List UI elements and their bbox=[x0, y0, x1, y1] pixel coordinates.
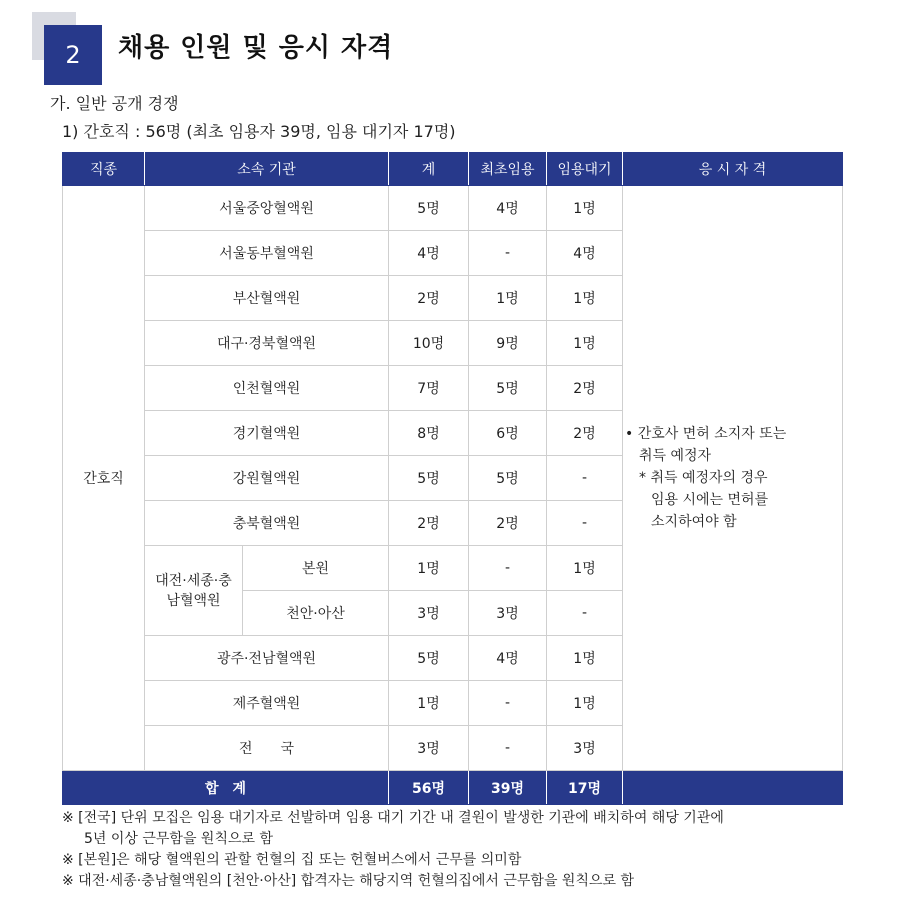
first-cell: 6명 bbox=[469, 411, 547, 456]
total-cell: 3명 bbox=[389, 726, 469, 771]
qualification-line: 취득 예정자 bbox=[639, 448, 712, 464]
total-cell: 5명 bbox=[389, 186, 469, 231]
first-cell: 3명 bbox=[469, 591, 547, 636]
table-header-row bbox=[63, 153, 843, 186]
org-group-cell: 대전·세종·충남혈액원 bbox=[145, 546, 243, 636]
wait-cell: - bbox=[547, 591, 623, 636]
first-cell: - bbox=[469, 681, 547, 726]
org-cell: 서울동부혈액원 bbox=[145, 231, 389, 276]
wait-cell: 2명 bbox=[547, 366, 623, 411]
first-cell: 9명 bbox=[469, 321, 547, 366]
wait-cell: - bbox=[547, 456, 623, 501]
org-cell: 서울중앙혈액원 bbox=[145, 186, 389, 231]
header-total: 계 bbox=[389, 153, 469, 186]
org-cell: 전 국 bbox=[145, 726, 389, 771]
wait-cell: 1명 bbox=[547, 186, 623, 231]
first-cell: - bbox=[469, 231, 547, 276]
org-cell: 광주·전남혈액원 bbox=[145, 636, 389, 681]
total-cell: 8명 bbox=[389, 411, 469, 456]
org-cell: 인천혈액원 bbox=[145, 366, 389, 411]
org-cell: 대구·경북혈액원 bbox=[145, 321, 389, 366]
qualification-line: * 취득 예정자의 경우 bbox=[639, 470, 768, 486]
org-cell: 경기혈액원 bbox=[145, 411, 389, 456]
total-cell: 5명 bbox=[389, 636, 469, 681]
section-title: 채용 인원 및 응시 자격 bbox=[118, 33, 394, 63]
wait-cell: 1명 bbox=[547, 681, 623, 726]
grand-wait: 17명 bbox=[547, 771, 623, 805]
total-cell: 1명 bbox=[389, 546, 469, 591]
qualification-cell bbox=[623, 186, 843, 771]
total-cell: 4명 bbox=[389, 231, 469, 276]
first-cell: 1명 bbox=[469, 276, 547, 321]
wait-cell: 4명 bbox=[547, 231, 623, 276]
header-wait: 임용대기 bbox=[547, 153, 623, 186]
qualification-line: 소지하여야 함 bbox=[651, 514, 737, 530]
wait-cell: 3명 bbox=[547, 726, 623, 771]
job-cell: 간호직 bbox=[63, 186, 145, 771]
wait-cell: - bbox=[547, 501, 623, 546]
wait-cell: 1명 bbox=[547, 546, 623, 591]
org-cell: 강원혈액원 bbox=[145, 456, 389, 501]
first-cell: 4명 bbox=[469, 186, 547, 231]
first-cell: 5명 bbox=[469, 366, 547, 411]
footnote: ※ [전국] 단위 모집은 임용 대기자로 선발하며 임용 대기 기간 내 결원이 발생한 기관에 배치하여 해당 기관에 bbox=[62, 810, 724, 826]
total-label: 합 계 bbox=[63, 771, 389, 805]
total-cell: 5명 bbox=[389, 456, 469, 501]
wait-cell: 1명 bbox=[547, 636, 623, 681]
first-cell: 5명 bbox=[469, 456, 547, 501]
table-row bbox=[63, 186, 843, 231]
org-cell: 부산혈액원 bbox=[145, 276, 389, 321]
header-first: 최초임용 bbox=[469, 153, 547, 186]
footnote: ※ 대전·세종·충남혈액원의 [천안·아산] 합격자는 해당지역 헌혈의집에서 근무함을 원칙으로 함 bbox=[62, 873, 634, 889]
total-cell: 2명 bbox=[389, 276, 469, 321]
header-job: 직종 bbox=[63, 153, 145, 186]
footnotes bbox=[62, 808, 724, 892]
total-cell: 1명 bbox=[389, 681, 469, 726]
section-header bbox=[32, 12, 532, 82]
total-cell: 2명 bbox=[389, 501, 469, 546]
first-cell: 2명 bbox=[469, 501, 547, 546]
subsection-detail: 1) 간호직 : 56명 (최초 임용자 39명, 임용 대기자 17명) bbox=[62, 122, 456, 141]
footnote: ※ [본원]은 해당 혈액원의 관할 헌혈의 집 또는 헌혈버스에서 근무를 의미함 bbox=[62, 852, 522, 868]
org-cell: 충북혈액원 bbox=[145, 501, 389, 546]
first-cell: - bbox=[469, 546, 547, 591]
org-cell: 본원 bbox=[243, 546, 389, 591]
total-row bbox=[63, 771, 843, 805]
first-cell: 4명 bbox=[469, 636, 547, 681]
grand-total: 56명 bbox=[389, 771, 469, 805]
header-qualification: 응 시 자 격 bbox=[623, 153, 843, 186]
total-cell: 7명 bbox=[389, 366, 469, 411]
org-cell: 천안·아산 bbox=[243, 591, 389, 636]
wait-cell: 1명 bbox=[547, 276, 623, 321]
total-cell: 10명 bbox=[389, 321, 469, 366]
qualification-line: 임용 시에는 면허를 bbox=[651, 492, 769, 508]
recruitment-table bbox=[62, 152, 843, 805]
wait-cell: 1명 bbox=[547, 321, 623, 366]
total-cell: 3명 bbox=[389, 591, 469, 636]
subsection-title: 가. 일반 공개 경쟁 bbox=[50, 94, 179, 113]
section-number: 2 bbox=[44, 25, 102, 85]
grand-first: 39명 bbox=[469, 771, 547, 805]
footnote-continuation: 5년 이상 근무함을 원칙으로 함 bbox=[84, 831, 273, 847]
wait-cell: 2명 bbox=[547, 411, 623, 456]
total-empty-cell bbox=[623, 771, 843, 805]
first-cell: - bbox=[469, 726, 547, 771]
qualification-line: • 간호사 면허 소지자 또는 bbox=[625, 426, 787, 442]
org-cell: 제주혈액원 bbox=[145, 681, 389, 726]
header-org: 소속 기관 bbox=[145, 153, 389, 186]
